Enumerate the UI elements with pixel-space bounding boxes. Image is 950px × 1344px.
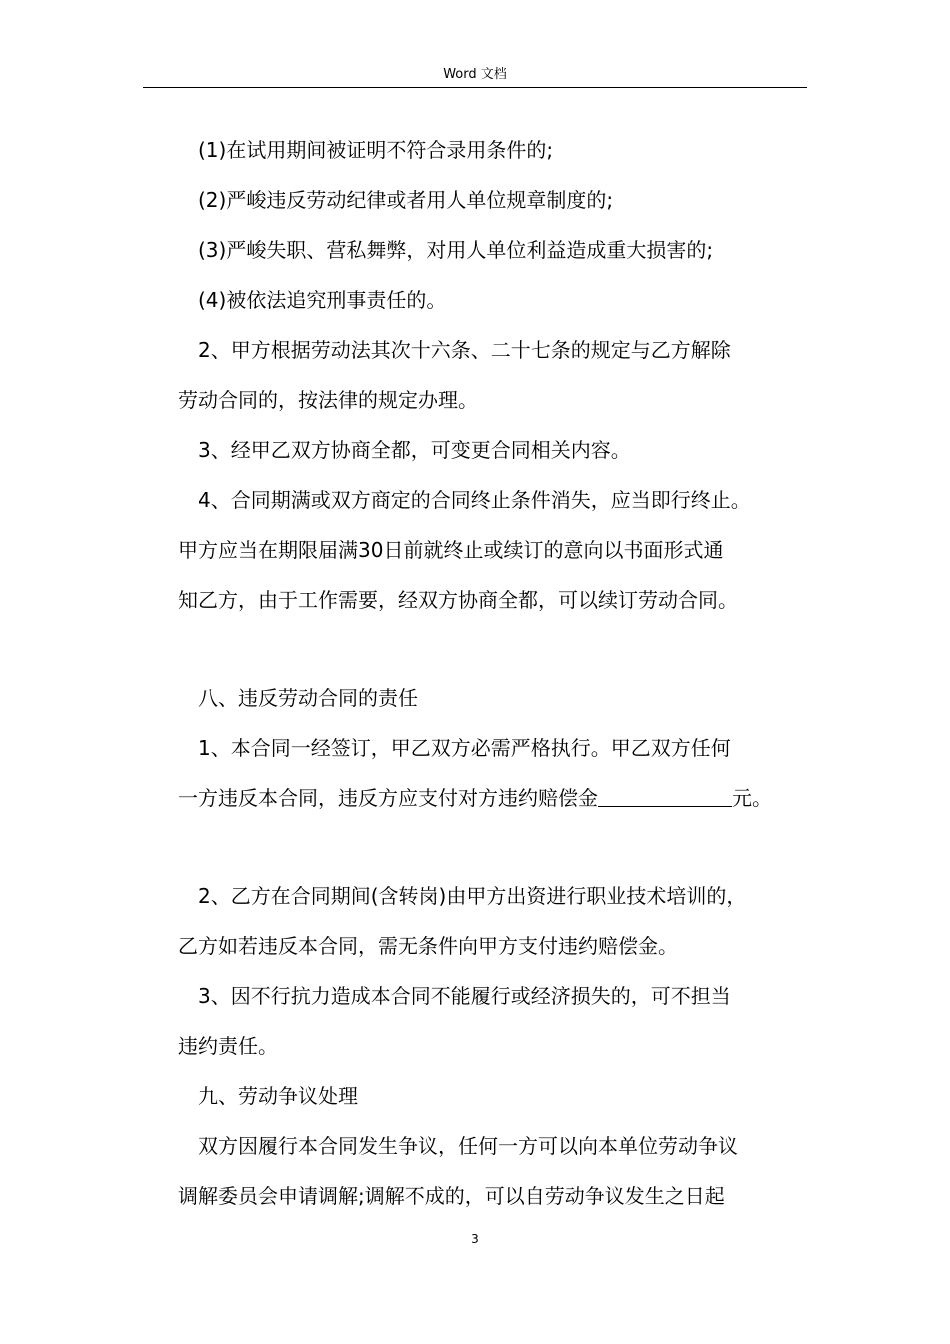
paragraph-line: 3、经甲乙双方协商全都，可变更合同相关内容。 xyxy=(198,438,631,462)
section-heading: 八、违反劳动合同的责任 xyxy=(198,686,418,710)
section-heading: 九、劳动争议处理 xyxy=(198,1084,358,1108)
paragraph-line: 1、本合同一经签订，甲乙双方必需严格执行。甲乙双方任何 xyxy=(198,736,731,760)
page-header-title: Word 文档 xyxy=(443,67,507,82)
fill-in-blank xyxy=(598,786,732,807)
paragraph-line: 2、乙方在合同期间(含转岗)由甲方出资进行职业技术培训的， xyxy=(198,884,747,908)
paragraph-line: 劳动合同的，按法律的规定办理。 xyxy=(178,388,478,412)
paragraph-line: 甲方应当在期限届满30日前就终止或续订的意向以书面形式通 xyxy=(178,538,724,562)
line-text: 一方违反本合同，违反方应支付对方违约赔偿金 xyxy=(178,786,598,810)
paragraph-line: (4)被依法追究刑事责任的。 xyxy=(198,288,447,312)
page-number: 3 xyxy=(471,1232,479,1246)
paragraph-line: 知乙方，由于工作需要，经双方协商全都，可以续订劳动合同。 xyxy=(178,588,738,612)
paragraph-line: 双方因履行本合同发生争议，任何一方可以向本单位劳动争议 xyxy=(198,1134,738,1158)
paragraph-line: (3)严峻失职、营私舞弊，对用人单位利益造成重大损害的; xyxy=(198,238,714,262)
paragraph-line xyxy=(178,785,772,811)
line-text: 元。 xyxy=(732,786,772,810)
paragraph-line: (1)在试用期间被证明不符合录用条件的; xyxy=(198,138,554,162)
paragraph-line: 4、合同期满或双方商定的合同终止条件消失，应当即行终止。 xyxy=(198,488,751,512)
paragraph-line: 2、甲方根据劳动法其次十六条、二十七条的规定与乙方解除 xyxy=(198,338,731,362)
header-rule xyxy=(143,87,807,88)
paragraph-line: (2)严峻违反劳动纪律或者用人单位规章制度的; xyxy=(198,188,614,212)
paragraph-line: 违约责任。 xyxy=(178,1034,278,1058)
paragraph-line: 3、因不行抗力造成本合同不能履行或经济损失的，可不担当 xyxy=(198,984,731,1008)
paragraph-line: 乙方如若违反本合同，需无条件向甲方支付违约赔偿金。 xyxy=(178,934,678,958)
paragraph-line: 调解委员会申请调解;调解不成的，可以自劳动争议发生之日起 xyxy=(178,1184,725,1208)
